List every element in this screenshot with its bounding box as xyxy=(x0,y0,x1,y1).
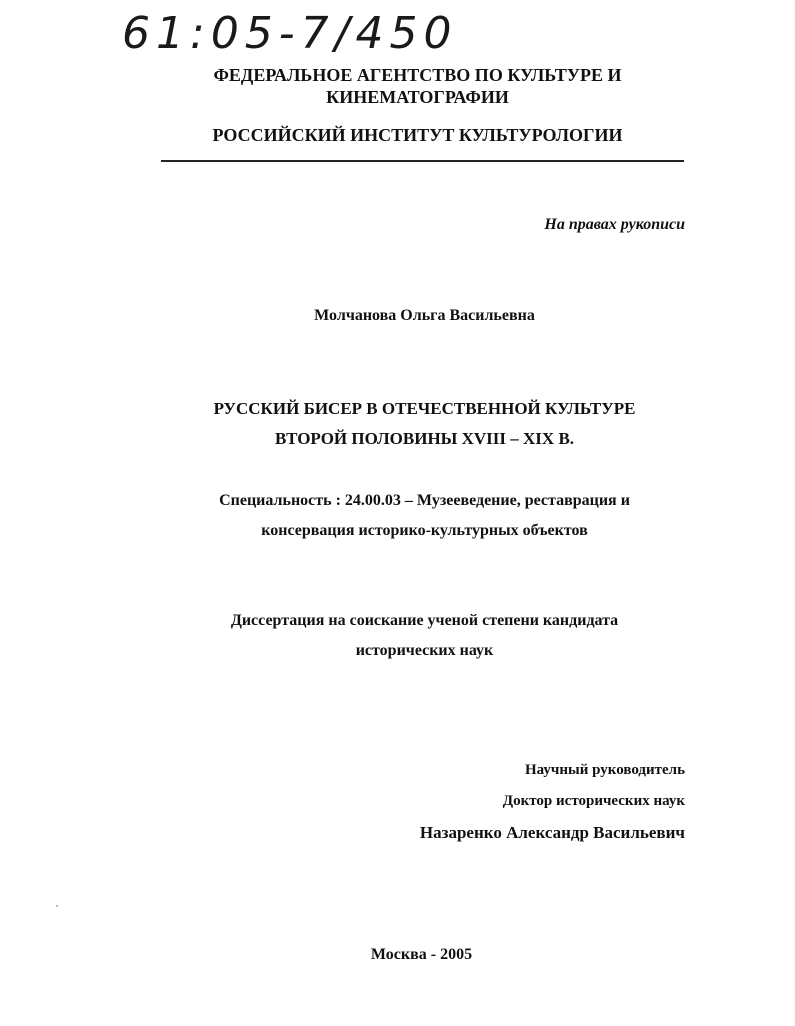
institute-name: РОССИЙСКИЙ ИНСТИТУТ КУЛЬТУРОЛОГИИ xyxy=(212,125,623,145)
agency-name xyxy=(20,64,795,108)
handwritten-number-text: 61:05-7/450 xyxy=(122,8,458,59)
agency-line-1: ФЕДЕРАЛЬНОЕ АГЕНТСТВО ПО КУЛЬТУРЕ И xyxy=(213,65,622,85)
city-year: Москва - 2005 xyxy=(370,946,473,963)
handwritten-catalog-number xyxy=(118,2,458,70)
degree-statement xyxy=(27,606,795,666)
supervisor-degree: Доктор исторических наук xyxy=(502,793,685,809)
specialty-line-1: Специальность : 24.00.03 – Музееведение, реставрация и xyxy=(219,492,630,509)
degree-line-1: Диссертация на соискание ученой степени кандидата xyxy=(230,612,619,629)
supervisor-role: Научный руководитель xyxy=(525,762,685,778)
agency-line-2: КИНЕМАТОГРАФИИ xyxy=(326,87,509,107)
author-name: Молчанова Ольга Васильевна xyxy=(314,307,535,324)
degree-line-2: исторических наук xyxy=(355,642,494,659)
title-line-1: РУССКИЙ БИСЕР В ОТЕЧЕСТВЕННОЙ КУЛЬТУРЕ xyxy=(213,399,636,418)
dissertation-title xyxy=(27,394,795,454)
specialty xyxy=(27,486,795,546)
title-line-2: ВТОРОЙ ПОЛОВИНЫ XVIII – XIX В. xyxy=(274,429,575,448)
scan-speck xyxy=(56,905,58,907)
manuscript-note: На правах рукописи xyxy=(544,216,685,233)
specialty-line-2: консервация историко-культурных объектов xyxy=(261,522,588,539)
header-divider xyxy=(161,160,684,162)
supervisor-name: Назаренко Александр Васильевич xyxy=(419,823,685,842)
